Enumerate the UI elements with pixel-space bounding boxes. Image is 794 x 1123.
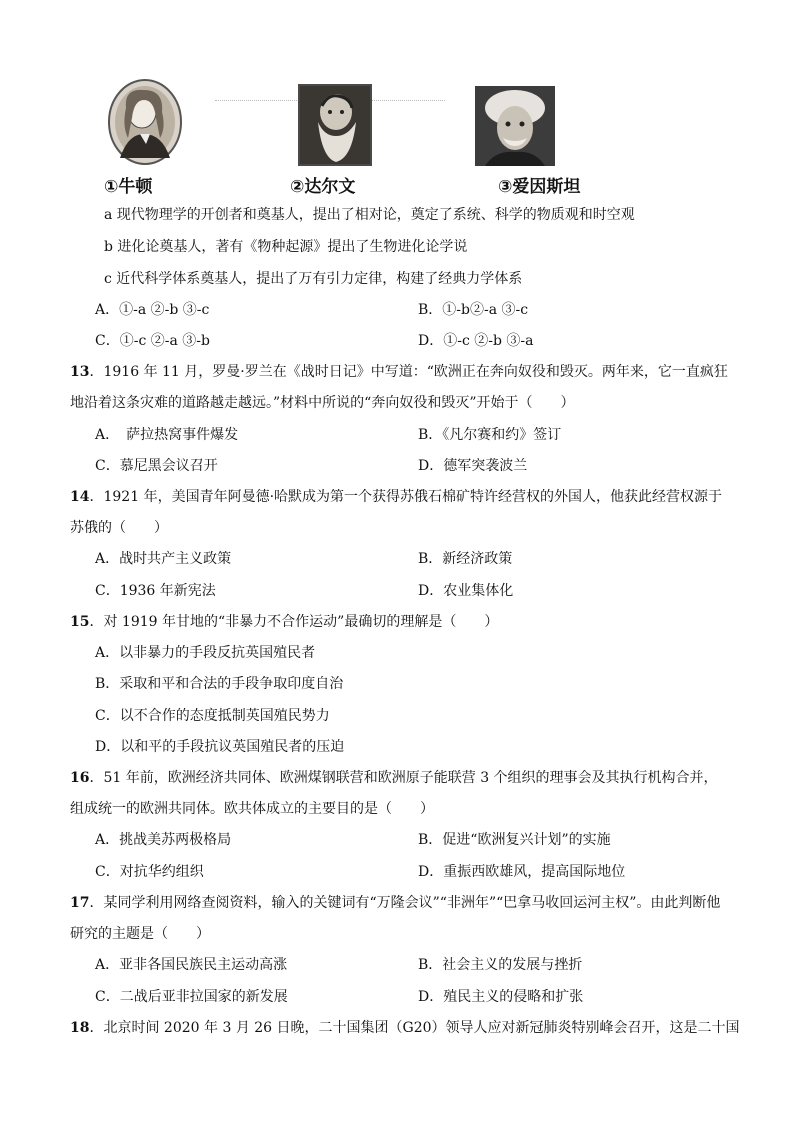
q16-option-a: A．挑战美苏两极格局	[95, 832, 232, 848]
q15-number: 15	[70, 614, 90, 630]
photo-caption-newton: ①牛顿	[104, 177, 153, 197]
q12-desc-b: b 进化论奠基人，著有《物种起源》提出了生物进化论学说	[104, 239, 468, 255]
q16-stem-line1	[70, 768, 718, 788]
q16-option-c: C．对抗华约组织	[95, 864, 204, 880]
q13-option-c: C．慕尼黑会议召开	[95, 458, 218, 474]
einstein-portrait-icon	[475, 86, 555, 166]
q12-desc-c: c 近代科学体系奠基人，提出了万有引力定律，构建了经典力学体系	[104, 271, 523, 287]
q14-option-a: A．战时共产主义政策	[95, 551, 232, 567]
q17-option-b: B．社会主义的发展与挫折	[418, 957, 583, 973]
q14-stem-line2: 苏俄的（ ）	[70, 520, 168, 536]
q14-stem-line1	[70, 487, 722, 507]
q14-option-d: D．农业集体化	[418, 583, 514, 599]
q17-option-d: D．殖民主义的侵略和扩张	[418, 989, 584, 1005]
q16-stem-text: ．51 年前，欧洲经济共同体、欧洲煤钢联营和欧洲原子能联营 3 个组织的理事会及其执行机构合并，	[89, 770, 718, 786]
q13-stem-text: ．1916 年 11 月，罗曼·罗兰在《战时日记》中写道：“欧洲正在奔向奴役和毁灭。两年来，它一直疯狂	[89, 364, 728, 380]
q18-stem-text: ．北京时间 2020 年 3 月 26 日晚，二十国集团（G20）领导人应对新冠肺炎特别峰会召开，这是二十国	[89, 1020, 740, 1036]
q15-option-d: D．以和平的手段抗议英国殖民者的压迫	[95, 739, 345, 755]
q13-stem-line1	[70, 362, 728, 382]
q17-stem-line1	[70, 893, 720, 913]
newton-portrait-icon	[106, 78, 184, 166]
portrait-row	[100, 76, 600, 196]
q12-option-d: D．①-c ②-b ③-a	[418, 333, 534, 349]
q16-number: 16	[70, 770, 90, 786]
q16-stem-line2: 组成统一的欧洲共同体。欧共体成立的主要目的是（ ）	[70, 801, 434, 817]
q12-option-c: C．①-c ②-a ③-b	[95, 333, 210, 349]
q17-number: 17	[70, 895, 90, 911]
q16-option-d: D．重振西欧雄风，提高国际地位	[418, 864, 626, 880]
q15-option-c: C．以不合作的态度抵制英国殖民势力	[95, 708, 330, 724]
q14-number: 14	[70, 489, 90, 505]
q15-option-b: B．采取和平和合法的手段争取印度自治	[95, 676, 344, 692]
q14-option-b: B．新经济政策	[418, 551, 513, 567]
q13-option-a: A． 萨拉热窝事件爆发	[95, 427, 239, 443]
darwin-portrait-icon	[298, 84, 372, 166]
q18-number: 18	[70, 1020, 90, 1036]
photo-caption-darwin: ②达尔文	[290, 177, 356, 197]
q14-stem-text: ．1921 年，美国青年阿曼德·哈默成为第一个获得苏俄石棉矿特许经营权的外国人，他获此经营权源于	[89, 489, 723, 505]
q15-stem-line1	[70, 612, 498, 632]
q12-option-a: A．①-a ②-b ③-c	[95, 302, 210, 318]
q17-stem-line2: 研究的主题是（ ）	[70, 926, 210, 942]
photo-caption-einstein: ③爱因斯坦	[498, 177, 581, 197]
q17-option-c: C．二战后亚非拉国家的新发展	[95, 989, 288, 1005]
q12-desc-a: a 现代物理学的开创者和奠基人，提出了相对论，奠定了系统、科学的物质观和时空观	[104, 207, 635, 223]
q18-stem-line1	[70, 1018, 740, 1038]
q13-number: 13	[70, 364, 90, 380]
q15-option-a: A．以非暴力的手段反抗英国殖民者	[95, 645, 316, 661]
q13-stem-line2: 地沿着这条灾难的道路越走越远。”材料中所说的“奔向奴役和毁灭”开始于（ ）	[70, 395, 575, 411]
q17-option-a: A．亚非各国民族民主运动高涨	[95, 957, 288, 973]
q14-option-c: C．1936 年新宪法	[95, 583, 216, 599]
q16-option-b: B．促进“欧洲复兴计划”的实施	[418, 832, 611, 848]
q17-stem-text: ．某同学利用网络查阅资料，输入的关键词有“万隆会议”“非洲年”“巴拿马收回运河主权”。由此判断他	[89, 895, 721, 911]
q13-option-d: D．德军突袭波兰	[418, 458, 528, 474]
q15-stem-text: ．对 1919 年甘地的“非暴力不合作运动”最确切的理解是（ ）	[89, 614, 499, 630]
q12-option-b: B．①-b②-a ③-c	[418, 302, 529, 318]
q13-option-b: B．《凡尔赛和约》签订	[418, 427, 562, 443]
